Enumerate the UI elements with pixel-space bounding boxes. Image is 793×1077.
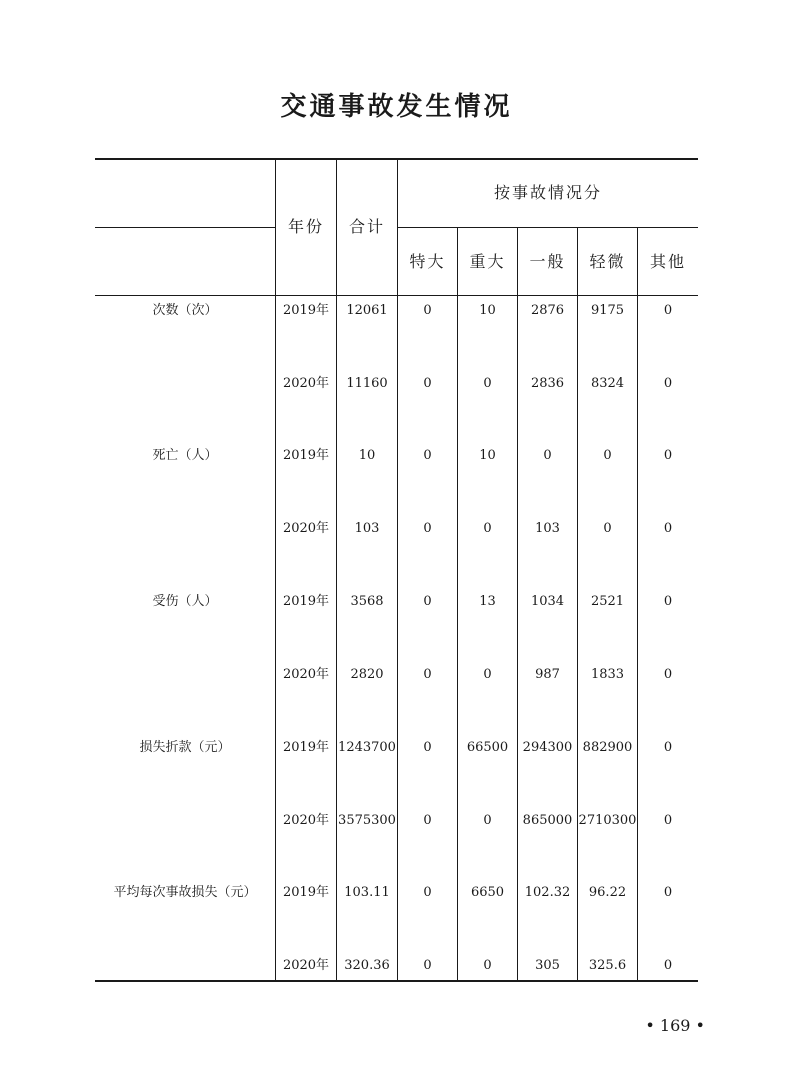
table-cell: 0 [663, 303, 673, 318]
header-year: 年份 [287, 217, 324, 236]
header-group: 按事故情况分 [493, 183, 602, 202]
table-cell: 103.11 [344, 885, 390, 900]
table-cell: 66500 [466, 740, 509, 755]
table-cell: 13 [479, 594, 496, 609]
header-mid-rule-left [95, 227, 276, 228]
table-cell: 103 [535, 521, 560, 536]
table-cell: 102.32 [524, 885, 571, 900]
table-cell: 0 [663, 813, 673, 828]
table-cell: 0 [663, 740, 673, 755]
table-cell: 0 [423, 885, 432, 900]
row-year: 2019年 [282, 740, 330, 755]
row-group-label: 受伤（人） [152, 594, 218, 609]
table-cell: 1833 [590, 667, 625, 682]
table-cell: 3575300 [338, 813, 396, 828]
col-divider [397, 160, 398, 980]
table-cell: 0 [663, 376, 673, 391]
table-cell: 865000 [522, 813, 573, 828]
table-cell: 0 [483, 667, 492, 682]
table-cell: 0 [423, 376, 432, 391]
header-category-qingwei: 轻微 [589, 252, 626, 271]
col-divider [275, 160, 276, 980]
table-cell: 294300 [522, 740, 573, 755]
row-year: 2019年 [282, 448, 330, 463]
row-year: 2019年 [282, 885, 330, 900]
table-cell: 2876 [530, 303, 565, 318]
table-cell: 2521 [590, 594, 625, 609]
table-cell: 1243700 [338, 740, 396, 755]
table-cell: 882900 [582, 740, 633, 755]
table-cell: 0 [663, 885, 673, 900]
table-cell: 0 [663, 521, 673, 536]
table-cell: 0 [423, 813, 432, 828]
table-cell: 0 [663, 667, 673, 682]
table-cell: 10 [479, 448, 496, 463]
row-year: 2019年 [282, 303, 330, 318]
row-year: 2019年 [282, 594, 330, 609]
table-cell: 0 [603, 448, 612, 463]
table-cell: 2836 [530, 376, 565, 391]
table-cell: 0 [663, 594, 673, 609]
table-cell: 0 [663, 448, 673, 463]
table-cell: 305 [535, 958, 560, 973]
table-cell: 1034 [530, 594, 565, 609]
row-group-label: 损失折款（元） [139, 740, 231, 755]
table-cell: 2710300 [578, 813, 637, 828]
table-cell: 0 [603, 521, 612, 536]
table-cell: 0 [483, 958, 492, 973]
header-total: 合计 [348, 217, 385, 236]
header-mid-rule-right [397, 227, 698, 228]
table-cell: 2820 [350, 667, 384, 682]
table-cell: 0 [483, 376, 492, 391]
table-cell: 325.6 [588, 958, 627, 973]
table-cell: 3568 [350, 594, 384, 609]
header-category-yiban: 一般 [529, 252, 566, 271]
table-cell: 0 [483, 813, 492, 828]
table-cell: 0 [423, 740, 432, 755]
table-cell: 103 [354, 521, 380, 536]
row-year: 2020年 [282, 958, 330, 973]
table-cell: 0 [423, 667, 432, 682]
table-cell: 10 [358, 448, 376, 463]
table-cell: 0 [423, 958, 432, 973]
row-group-label: 次数（次） [152, 303, 218, 318]
row-year: 2020年 [282, 376, 330, 391]
table-cell: 0 [423, 448, 432, 463]
col-divider [336, 160, 337, 980]
table-cell: 0 [663, 958, 673, 973]
table-cell: 9175 [590, 303, 625, 318]
header-category-qita: 其他 [649, 252, 686, 271]
row-group-label: 平均每次事故损失（元） [113, 885, 257, 900]
table-cell: 6650 [470, 885, 505, 900]
header-category-tedа: 特大 [409, 252, 446, 271]
table-cell: 11160 [346, 376, 388, 391]
table-cell: 0 [483, 521, 492, 536]
table-cell: 0 [543, 448, 552, 463]
row-group-label: 死亡（人） [152, 448, 218, 463]
table-cell: 0 [423, 303, 432, 318]
header-category-zhongda: 重大 [469, 252, 506, 271]
row-year: 2020年 [282, 667, 330, 682]
table-cell: 8324 [590, 376, 625, 391]
table-cell: 96.22 [588, 885, 627, 900]
table-cell: 0 [423, 594, 432, 609]
row-year: 2020年 [282, 521, 330, 536]
table-cell: 10 [479, 303, 496, 318]
table-cell: 0 [423, 521, 432, 536]
table-bottom-rule [95, 980, 698, 982]
table-cell: 12061 [346, 303, 388, 318]
row-year: 2020年 [282, 813, 330, 828]
table-cell: 987 [535, 667, 560, 682]
page-number: • 169 • [645, 1016, 705, 1035]
table-cell: 320.36 [344, 958, 390, 973]
page-title: 交通事故发生情况 [280, 92, 513, 122]
